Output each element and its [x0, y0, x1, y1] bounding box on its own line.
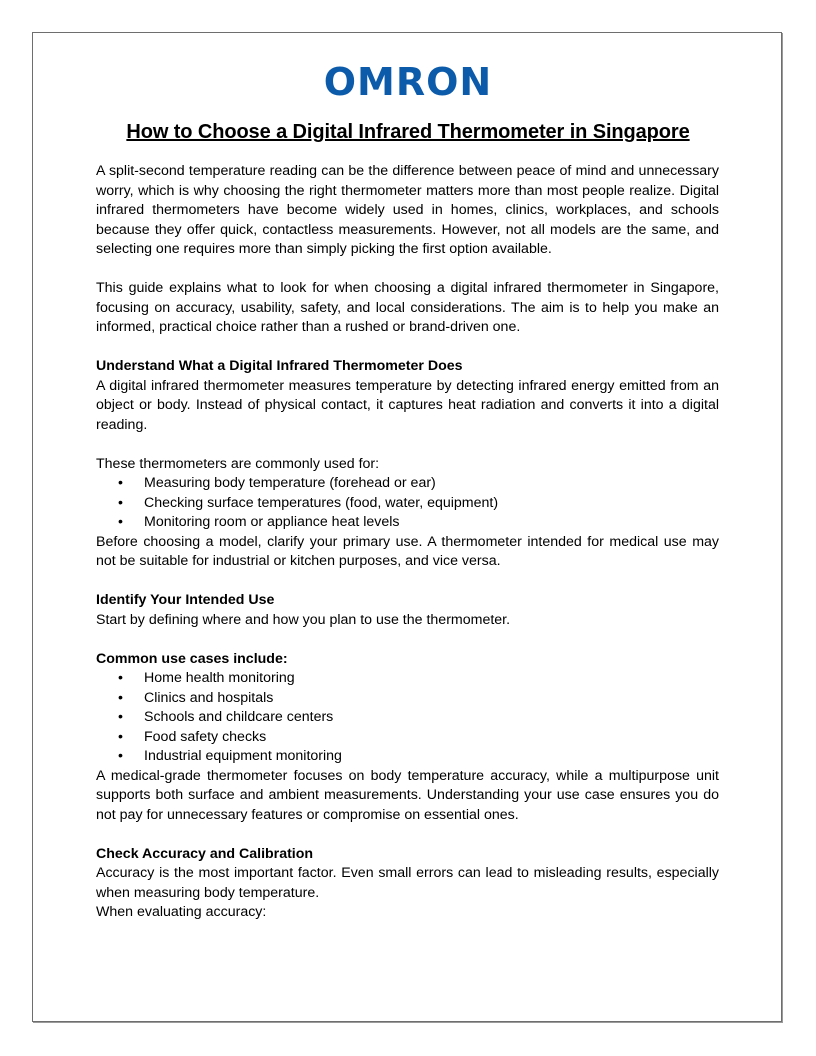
intro-paragraph-2: This guide explains what to look for when choosing a digital infrared thermometer in Singapore, focusing on accuracy, usability, safety, and local considerations. The aim is to help you make an informed, practical choice rather than a rushed or brand-driven one. — [96, 280, 719, 335]
section-after-accuracy: When evaluating accuracy: — [96, 904, 267, 920]
section-after-understand: Before choosing a model, clarify your primary use. A thermometer intended for medical use may not be suitable for industrial or kitchen purposes, and vice versa. — [96, 533, 719, 569]
list-item: • Monitoring room or appliance heat levels — [118, 514, 400, 530]
list-item: • Checking surface temperatures (food, water, equipment) — [118, 494, 499, 511]
section-body-intended-use: Start by defining where and how you plan to use the thermometer. — [96, 611, 511, 628]
list-item: • Schools and childcare centers — [118, 709, 334, 725]
list-item: • Home health monitoring — [118, 670, 295, 686]
document-body — [96, 162, 719, 923]
section-after-intended-use: A medical-grade thermometer focuses on body temperature accuracy, while a multipurpose unit supports both surface and ambient measurements. Understanding your use case ensures you do not pay for unnecessary features or compromise on essential ones. — [96, 767, 719, 823]
use-cases-list — [96, 669, 719, 767]
section-heading-accuracy: Check Accuracy and Calibration — [96, 845, 314, 862]
page-title: How to Choose a Digital Infrared Thermometer in Singapore — [126, 121, 690, 143]
uses-list — [96, 474, 719, 533]
section-heading-intended-use: Identify Your Intended Use — [96, 592, 275, 608]
logo-text: OMRON — [323, 60, 493, 104]
section-heading-understand: Understand What a Digital Infrared Thermometer Does — [96, 358, 463, 374]
list-heading-use-cases: Common use cases include: — [96, 650, 288, 667]
intro-paragraph-1: A split-second temperature reading can be the difference between peace of mind and unnecessary worry, which is why choosing the right thermometer matters more than most people realize. Digital infrared thermometers have become widely used in homes, clinics, workplaces, and schools because they offer quick, contactless measurements. However, not all models are the same, and selecting one requires more than simply picking the first option available. — [96, 163, 719, 257]
section-body-understand: A digital infrared thermometer measures temperature by detecting infrared energy emitted from an object or body. Instead of physical contact, it captures heat radiation and converts it into a digital reading. — [96, 377, 719, 433]
list-item: • Industrial equipment monitoring — [118, 748, 342, 764]
list-item: • Measuring body temperature (forehead or ear) — [118, 475, 436, 491]
list-item: • Clinics and hospitals — [118, 689, 274, 706]
list-item: • Food safety checks — [118, 728, 267, 745]
section-body-accuracy: Accuracy is the most important factor. Even small errors can lead to misleading results, especially when measuring body temperature. — [96, 865, 719, 901]
list-intro-uses: These thermometers are commonly used for: — [96, 455, 380, 472]
omron-logo — [0, 62, 816, 102]
